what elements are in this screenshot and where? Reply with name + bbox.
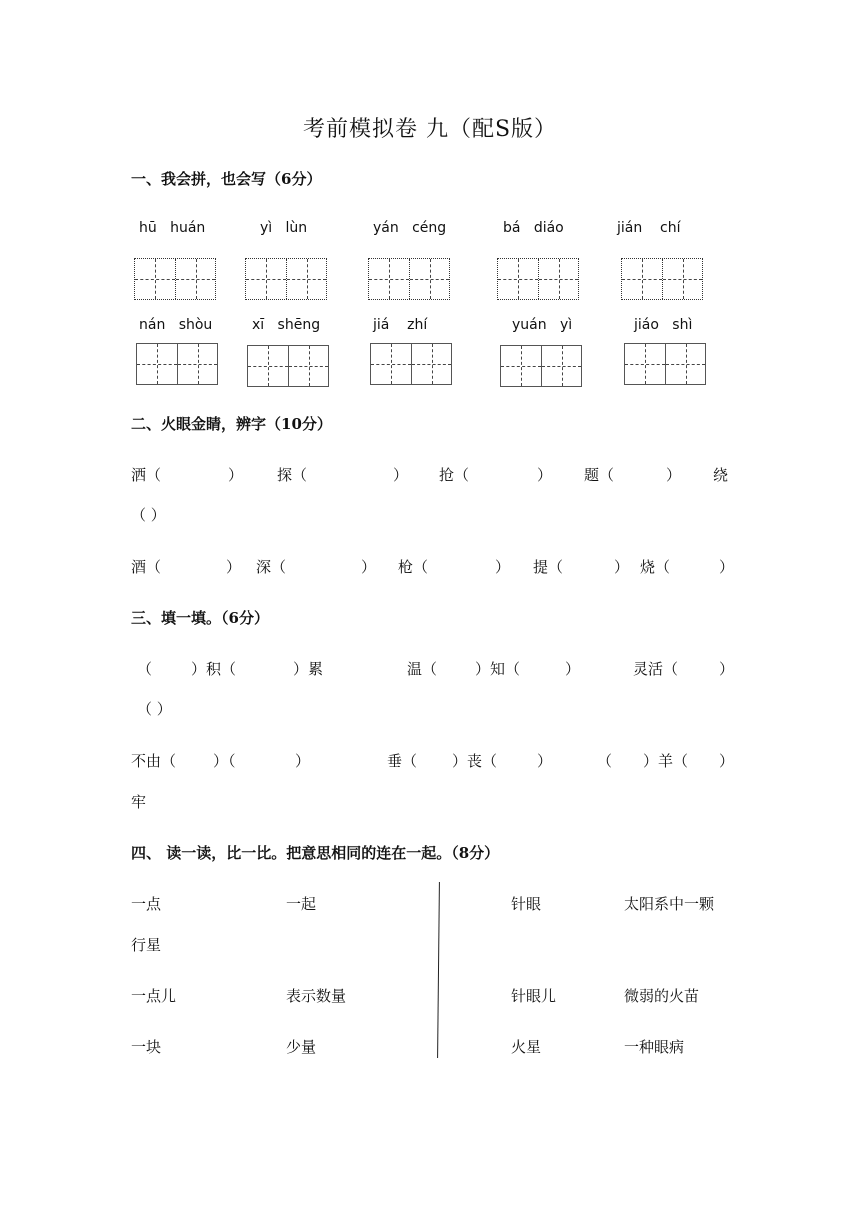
- pinyin-label: bá diáo: [503, 220, 564, 236]
- pinyin-label: jiáo shì: [634, 317, 693, 333]
- q2-item: 探（: [277, 466, 308, 484]
- match-word[interactable]: 针眼: [511, 895, 542, 913]
- writing-box[interactable]: [370, 343, 452, 385]
- match-word[interactable]: 一点: [131, 895, 162, 913]
- q3-item: 垂（: [387, 752, 418, 770]
- q3-item: （ ）: [137, 700, 172, 718]
- match-word[interactable]: 一点儿: [131, 987, 177, 1005]
- writing-box[interactable]: [624, 343, 706, 385]
- q3-item: ）积（: [191, 660, 237, 678]
- section-3-heading: 三、填一填。（6分）: [131, 609, 269, 627]
- q3-item: ）: [565, 660, 581, 678]
- q2-item: ）: [226, 558, 242, 576]
- writing-box[interactable]: [136, 343, 218, 385]
- writing-box[interactable]: [368, 258, 450, 300]
- section-4-heading: 四、 读一读，比一比。把意思相同的连在一起。（8分）: [131, 844, 500, 862]
- match-word[interactable]: 一起: [286, 895, 317, 913]
- q3-item: ）: [537, 752, 553, 770]
- q2-item: 洒（: [131, 466, 162, 484]
- match-word[interactable]: 太阳系中一颗: [624, 895, 715, 913]
- q3-item: ）丧（: [452, 752, 498, 770]
- q2-item: ）: [393, 466, 409, 484]
- pinyin-label: yì lùn: [260, 220, 308, 236]
- pinyin-label: jián chí: [617, 220, 681, 236]
- match-word[interactable]: 一块: [131, 1038, 162, 1056]
- writing-box[interactable]: [500, 345, 582, 387]
- match-word[interactable]: 少量: [286, 1038, 317, 1056]
- section-2-heading: 二、火眼金睛，辨字（10分）: [131, 415, 332, 433]
- q3-item: ）（: [213, 752, 236, 770]
- match-word[interactable]: 针眼儿: [511, 987, 557, 1005]
- q3-item: ）知（: [475, 660, 521, 678]
- q2-item: ）: [614, 558, 630, 576]
- q3-item: ）累: [293, 660, 324, 678]
- section-1-heading: 一、我会拼，也会写（6分）: [131, 170, 322, 188]
- match-word: 行星: [131, 936, 162, 954]
- q2-item: 题（: [584, 466, 615, 484]
- q3-item: 灵活（: [633, 660, 679, 678]
- q2-item: 酒（: [131, 558, 162, 576]
- pinyin-label: jiá zhí: [373, 317, 428, 333]
- writing-box[interactable]: [497, 258, 579, 300]
- q2-item: ）: [495, 558, 511, 576]
- page-title: 考前模拟卷 九（配S版）: [302, 117, 558, 142]
- q2-item: 烧（: [640, 558, 671, 576]
- pinyin-label: hū huán: [139, 220, 206, 236]
- match-word[interactable]: 火星: [511, 1038, 542, 1056]
- q2-item: ）: [537, 466, 553, 484]
- q3-item: ）羊（: [643, 752, 689, 770]
- column-divider: [437, 882, 440, 1058]
- q2-item: 绕: [713, 466, 729, 484]
- q2-item: 抢（: [439, 466, 470, 484]
- q3-item: 牢: [131, 793, 147, 811]
- q3-item: ）: [719, 752, 735, 770]
- writing-box[interactable]: [621, 258, 703, 300]
- q3-item: ）: [295, 752, 311, 770]
- writing-box[interactable]: [245, 258, 327, 300]
- q2-item: ）: [666, 466, 682, 484]
- q3-item: （: [137, 660, 153, 678]
- q2-item: 深（: [256, 558, 287, 576]
- q2-item: （ ）: [131, 506, 166, 524]
- q2-item: 枪（: [398, 558, 429, 576]
- pinyin-label: yán céng: [373, 220, 447, 236]
- q3-item: （: [597, 752, 613, 770]
- q2-item: ）: [228, 466, 244, 484]
- q2-item: ）: [719, 558, 735, 576]
- pinyin-label: xī shēng: [252, 317, 321, 333]
- match-word[interactable]: 表示数量: [286, 987, 347, 1005]
- match-word[interactable]: 微弱的火苗: [624, 987, 700, 1005]
- q3-item: 不由（: [131, 752, 177, 770]
- writing-box[interactable]: [134, 258, 216, 300]
- writing-box[interactable]: [247, 345, 329, 387]
- q3-item: 温（: [407, 660, 438, 678]
- q2-item: 提（: [533, 558, 564, 576]
- pinyin-label: yuán yì: [512, 317, 573, 333]
- q3-item: ）: [719, 660, 735, 678]
- q2-item: ）: [361, 558, 377, 576]
- pinyin-label: nán shòu: [139, 317, 213, 333]
- match-word[interactable]: 一种眼病: [624, 1038, 685, 1056]
